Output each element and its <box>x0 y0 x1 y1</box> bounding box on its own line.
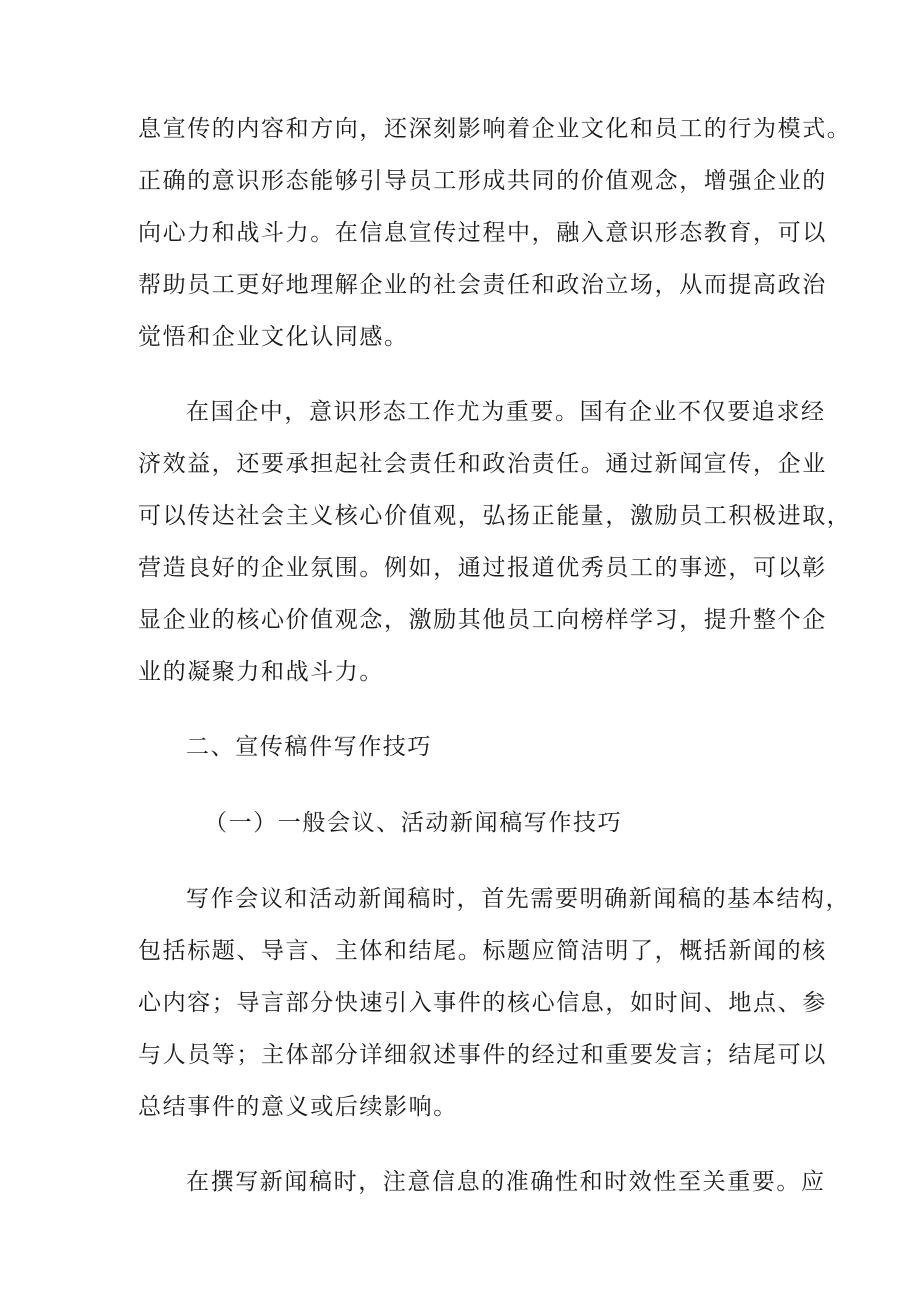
paragraph-2-line-3: 可以传达社会主义核心价值观，弘扬正能量，激励员工积极进取， <box>138 503 852 529</box>
paragraph-3-line-5: 总结事件的意义或后续影响。 <box>138 1094 458 1120</box>
paragraph-3-line-4: 与人员等；主体部分详细叙述事件的经过和重要发言；结尾可以 <box>138 1042 827 1068</box>
paragraph-3-line-2: 包括标题、导言、主体和结尾。标题应简洁明了，概括新闻的核 <box>138 938 827 964</box>
paragraph-1-line-1: 息宣传的内容和方向，还深刻影响着企业文化和员工的行为模式。 <box>138 116 852 142</box>
paragraph-3-line-3: 心内容；导言部分快速引入事件的核心信息，如时间、地点、参 <box>138 990 827 1016</box>
paragraph-1-line-5: 觉悟和企业文化认同感。 <box>138 324 409 350</box>
subsection-heading: （一）一般会议、活动新闻稿写作技巧 <box>204 810 623 836</box>
section-heading: 二、宣传稿件写作技巧 <box>186 734 432 760</box>
paragraph-2-line-2: 济效益，还要承担起社会责任和政治责任。通过新闻宣传，企业 <box>138 451 827 477</box>
paragraph-1-line-4: 帮助员工更好地理解企业的社会责任和政治立场，从而提高政治 <box>138 272 827 298</box>
paragraph-1-line-3: 向心力和战斗力。在信息宣传过程中，融入意识形态教育，可以 <box>138 220 827 246</box>
paragraph-2-line-6: 业的凝聚力和战斗力。 <box>138 659 384 685</box>
paragraph-2-line-4: 营造良好的企业氛围。例如，通过报道优秀员工的事迹，可以彰 <box>138 555 827 581</box>
paragraph-2-line-1: 在国企中，意识形态工作尤为重要。国有企业不仅要追求经 <box>186 399 826 425</box>
paragraph-2-line-5: 显企业的核心价值观念，激励其他员工向榜样学习，提升整个企 <box>138 607 827 633</box>
paragraph-3-line-1: 写作会议和活动新闻稿时，首先需要明确新闻稿的基本结构， <box>186 886 851 912</box>
paragraph-4-line-1: 在撰写新闻稿时，注意信息的准确性和时效性至关重要。应 <box>186 1169 826 1195</box>
paragraph-1-line-2: 正确的意识形态能够引导员工形成共同的价值观念，增强企业的 <box>138 168 827 194</box>
